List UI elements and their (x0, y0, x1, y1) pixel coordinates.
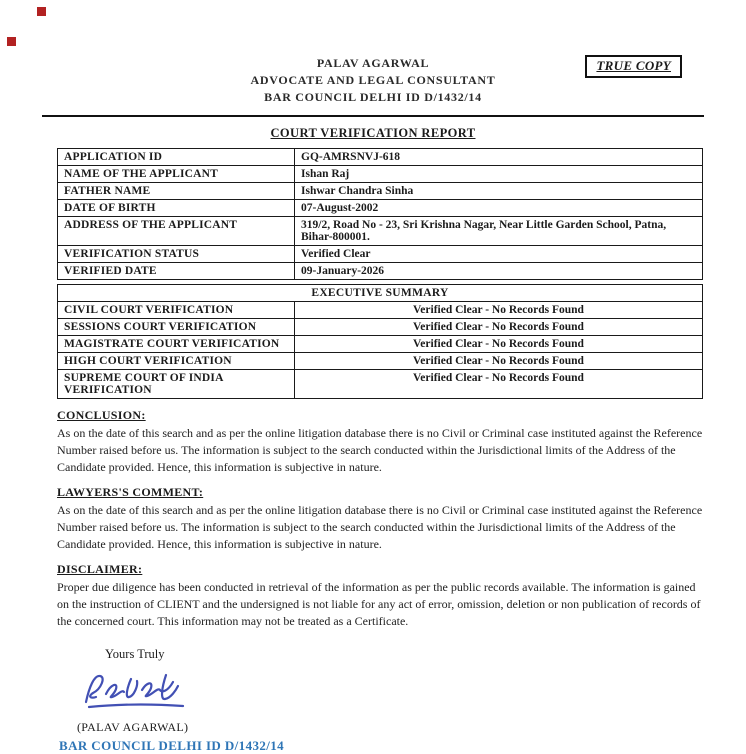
signature-image (79, 668, 199, 714)
corner-mark-icon (7, 37, 16, 46)
verification-result: Verified Clear - No Records Found (295, 370, 703, 399)
field-label: VERIFICATION STATUS (58, 246, 295, 263)
bar-council-id: BAR COUNCIL DELHI ID D/1432/14 (264, 90, 482, 104)
table-row (58, 217, 703, 246)
corner-mark-icon (37, 7, 46, 16)
field-label: ADDRESS OF THE APPLICANT (58, 217, 295, 246)
verification-label: MAGISTRATE COURT VERIFICATION (58, 336, 295, 353)
letterhead (0, 0, 746, 106)
field-value: GQ-AMRSNVJ-618 (295, 149, 703, 166)
field-value: 09-January-2026 (295, 263, 703, 280)
table-row (58, 319, 703, 336)
lawyers-comment-text: As on the date of this search and as per the online litigation database there is no Civil or Criminal case instituted against the Reference Number raised before us. The information is subject to the search conducted within the Jurisdictional limits of the Address of the Candidate provided. Hence, this information is subjective in nature. (57, 503, 703, 551)
field-label: APPLICATION ID (58, 149, 295, 166)
table-row (58, 302, 703, 319)
lawyers-comment-heading: LAWYERS'S COMMENT: (57, 485, 204, 499)
closing-salutation: Yours Truly (105, 647, 165, 661)
field-value: 07-August-2002 (295, 200, 703, 217)
verification-label: CIVIL COURT VERIFICATION (58, 302, 295, 319)
applicant-info-table (57, 148, 703, 280)
field-value: Ishan Raj (295, 166, 703, 183)
table-row (58, 149, 703, 166)
executive-summary-title: EXECUTIVE SUMMARY (58, 285, 703, 302)
true-copy-stamp: TRUE COPY (585, 55, 682, 78)
field-value: Ishwar Chandra Sinha (295, 183, 703, 200)
lawyers-comment-section (57, 485, 703, 553)
verification-label: SESSIONS COURT VERIFICATION (58, 319, 295, 336)
table-row (58, 336, 703, 353)
verification-label: HIGH COURT VERIFICATION (58, 353, 295, 370)
conclusion-section (57, 408, 703, 476)
signer-name: (PALAV AGARWAL) (77, 720, 189, 734)
table-row (58, 246, 703, 263)
disclaimer-heading: DISCLAIMER: (57, 562, 143, 576)
disclaimer-section (57, 562, 703, 630)
disclaimer-text: Proper due diligence has been conducted in retrieval of the information as per the public records available. The information is gained on the instruction of CLIENT and the undersigned is not liable for any act of error, omission, deletion or non publication of records of the concerned court. This information may not be treated as a Certificate. (57, 580, 701, 628)
verification-label: SUPREME COURT OF INDIA VERIFICATION (58, 370, 295, 399)
table-row (58, 166, 703, 183)
footer-bar-council-id: BAR COUNCIL DELHI ID D/1432/14 (59, 738, 285, 753)
verification-result: Verified Clear - No Records Found (295, 353, 703, 370)
field-label: DATE OF BIRTH (58, 200, 295, 217)
table-row (58, 370, 703, 399)
verification-result: Verified Clear - No Records Found (295, 319, 703, 336)
field-value: 319/2, Road No - 23, Sri Krishna Nagar, Near Little Garden School, Patna, Bihar-800001. (295, 217, 703, 246)
report-title: COURT VERIFICATION REPORT (270, 126, 476, 140)
table-row (58, 263, 703, 280)
signature-block (79, 668, 703, 716)
conclusion-heading: CONCLUSION: (57, 408, 146, 422)
table-row (58, 200, 703, 217)
field-label: VERIFIED DATE (58, 263, 295, 280)
verification-result: Verified Clear - No Records Found (295, 336, 703, 353)
advocate-name: PALAV AGARWAL (316, 56, 430, 70)
conclusion-text: As on the date of this search and as per the online litigation database there is no Civil or Criminal case instituted against the Reference Number raised before us. The information is subject to the search conducted within the Jurisdictional limits of the Address of the Candidate provided. Hence, this information is subjective in nature. (57, 426, 703, 474)
field-label: FATHER NAME (58, 183, 295, 200)
report-content (57, 148, 703, 754)
table-row (58, 285, 703, 302)
field-value: Verified Clear (295, 246, 703, 263)
executive-summary-table (57, 284, 703, 399)
table-row (58, 353, 703, 370)
table-row (58, 183, 703, 200)
verification-result: Verified Clear - No Records Found (295, 302, 703, 319)
field-label: NAME OF THE APPLICANT (58, 166, 295, 183)
advocate-title: ADVOCATE AND LEGAL CONSULTANT (250, 73, 496, 87)
header-divider (42, 115, 704, 117)
